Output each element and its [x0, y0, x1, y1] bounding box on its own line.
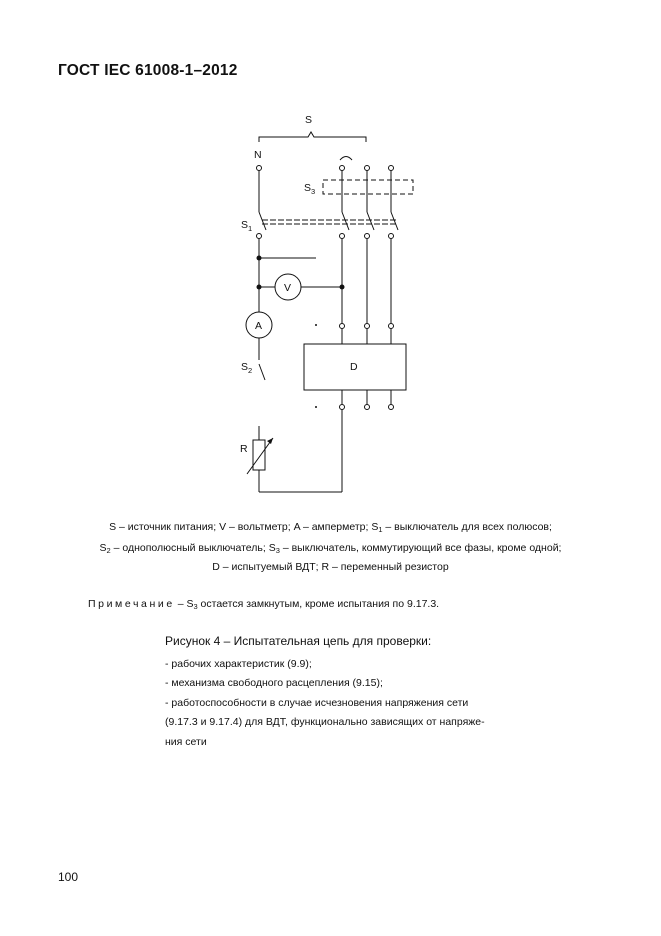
- legend-line-1: S – источник питания; V – вольтметр; A – амперметр; S1 – выключатель для всех полюсов;: [109, 521, 552, 534]
- document-header: ГОСТ IEC 61008-1–2012: [58, 62, 238, 79]
- note: Примечание – S3 остается замкнутым, кроме испытания по 9.17.3.: [88, 598, 440, 611]
- label-d: D: [350, 361, 358, 373]
- label-r: R: [240, 443, 248, 455]
- label-s: S: [305, 114, 313, 126]
- label-s2: $S_2$: [241, 361, 253, 375]
- label-n: N: [254, 149, 262, 161]
- source-brace: [259, 132, 366, 142]
- figure-caption-title: Рисунок 4 – Испытательная цепь для проверки:: [165, 634, 432, 648]
- caption-item: (9.17.3 и 9.17.4) для ВДТ, функционально зависящих от напряже-: [165, 716, 485, 728]
- label-a: A: [255, 320, 263, 332]
- caption-item: - рабочих характеристик (9.9);: [165, 658, 312, 670]
- variable-resistor: [253, 440, 265, 470]
- label-v: V: [284, 282, 292, 294]
- caption-item: ния сети: [165, 736, 207, 748]
- page-number: 100: [58, 870, 79, 884]
- legend-line-2: S2 – однополюсный выключатель; S3 – выключатель, коммутирующий все фазы, кроме одной;: [99, 542, 562, 555]
- legend-line-3: D – испытуемый ВДТ; R – переменный резистор: [212, 561, 449, 573]
- label-s3: $S_3$: [304, 182, 316, 196]
- label-s1: $S_1$: [241, 219, 253, 233]
- caption-item: - работоспособности в случае исчезновения напряжения сети: [165, 697, 469, 709]
- s3-switch-box: [323, 180, 413, 194]
- caption-item: - механизма свободного расцепления (9.15);: [165, 677, 383, 689]
